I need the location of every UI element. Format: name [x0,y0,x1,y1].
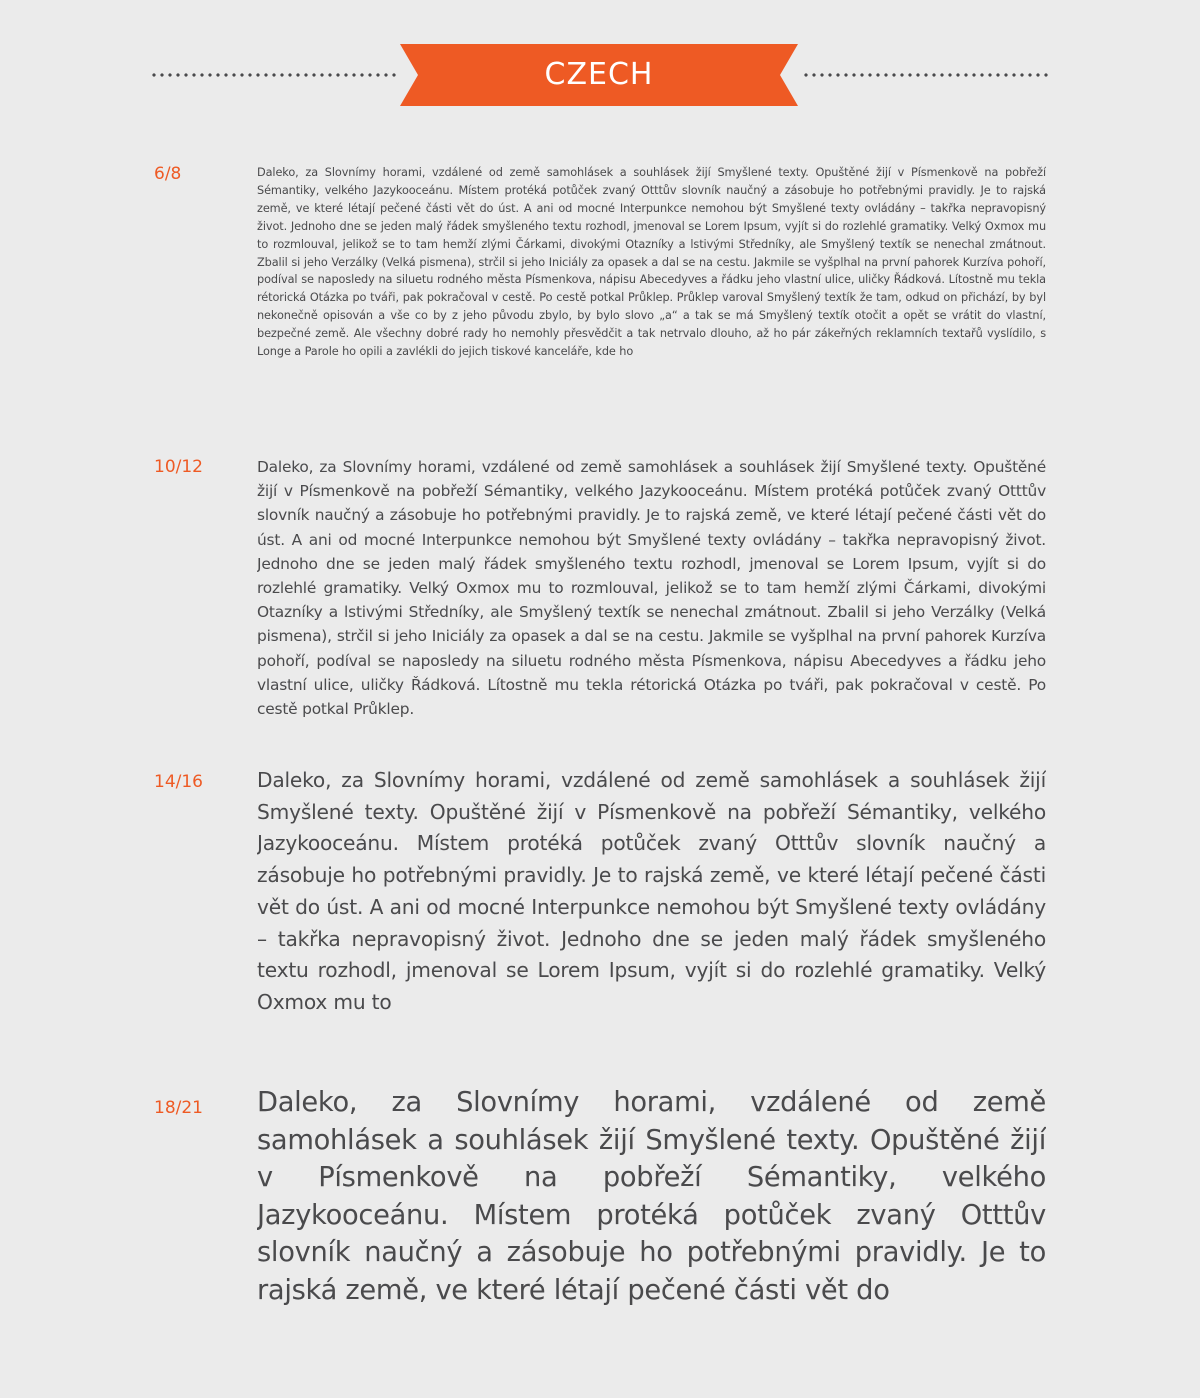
text-sample-6-8: Daleko, za Slovnímy horami, vzdálené od země samohlásek a souhlásek žijí Smyšlené texty. Opuštěné žijí v Písmenkově na pobřeží Sémantiky, velkého Jazykooceánu. Místem protéká potůček zvaný Otttův slovník naučný a zásobuje ho potřebnými pravidly. Je to rajská země, ve které létají pečené části vět do úst. A ani od mocné Interpunkce nemohou být Smyšlené texty ovládány – takřka nepravopisný život. Jednoho dne se jeden malý řádek smyšleného textu rozhodl, jmenoval se Lorem Ipsum, vyjít si do rozlehlé gramatiky. Velký Oxmox mu to rozmlouval, jelikož se to tam hemží zlými Čárkami, divokými Otazníky a lstivými Středníky, ale Smyšlený textík se nenechal zmátnout. Zbalil si jeho Verzálky (Velká pismena), strčil si jeho Iniciály za opasek a dal se na cestu. Jakmile se vyšplhal na první pahorek Kurzíva pohoří, podíval se naposledy na siluetu rodného města Písmenkova, nápisu Abecedyves a řádku jeho vlastní ulice, uličky Řádková. Lítostně mu tekla rétorická Otázka po tváři, pak pokračoval v cestě. Po cestě potkal Průklep. Průklep varoval Smyšlený textík že tam, odkud on přichází, by byl nekonečně opisován a vše co by z jeho původu zbylo, by bylo slovo „a“ a tak se má Smyšlený textík otočit a opět se vrátit do vlastní, bezpečné země. Ale všechny dobré rady ho nemohly přesvědčit a tak netrvalo dlouho, až ho pár zákeřných reklamních textařů vyslídilo, s Longe a Parole ho opili a zavlékli do jejich tiskové kanceláře, kde ho [257,166,1046,359]
text-sample-10-12: Daleko, za Slovnímy horami, vzdálené od země samohlásek a souhlásek žijí Smyšlené texty. Opuštěné žijí v Písmenkově na pobřeží Sémantiky, velkého Jazykooceánu. Místem protéká potůček zvaný Otttův slovník naučný a zásobuje ho potřebnými pravidly. Je to rajská země, ve které létají pečené části vět do úst. A ani od mocné Interpunkce nemohou být Smyšlené texty ovládány – takřka nepravopisný život. Jednoho dne se jeden malý řádek smyšleného textu rozhodl, jmenoval se Lorem Ipsum, vyjít si do rozlehlé gramatiky. Velký Oxmox mu to rozmlouval, jelikož se to tam hemží zlými Čárkami, divokými Otazníky a lstivými Středníky, ale Smyšlený textík se nenechal zmátnout. Zbalil si jeho Verzálky (Velká pismena), strčil si jeho Iniciály za opasek a dal se na cestu. Jakmile se vyšplhal na první pahorek Kurzíva pohoří, podíval se naposledy na siluetu rodného města Písmenkova, nápisu Abecedyves a řádku jeho vlastní ulice, uličky Řádková. Lítostně mu tekla rétorická Otázka po tváři, pak pokračoval v cestě. Po cestě potkal Průklep. [257,458,1046,719]
text-sample-14-16: Daleko, za Slovnímy horami, vzdálené od země samohlásek a souhlásek žijí Smyšlené texty. Opuštěné žijí v Písmenkově na pobřeží Sémantiky, velkého Jazykooceánu. Místem protéká potůček zvaný Otttův slovník naučný a zásobuje ho potřebnými pravidly. Je to rajská země, ve které létají pečené části vět do úst. A ani od mocné Interpunkce nemohou být Smyšlené texty ovládány – takřka nepravopisný život. Jednoho dne se jeden malý řádek smyšleného textu rozhodl, jmenoval se Lorem Ipsum, vyjít si do rozlehlé gramatiky. Velký Oxmox mu to [257,768,1046,1014]
section-header [0,44,1200,106]
size-label-6-8: 6/8 [154,164,182,184]
size-label-10-12: 10/12 [154,457,203,477]
size-label-18-21: 18/21 [154,1098,203,1118]
text-sample-18-21: Daleko, za Slovnímy horami, vzdálené od země samohlásek a souhlásek žijí Smyšlené texty. Opuštěné žijí v Písmenkově na pobřeží Sémantiky, velkého Jazykooceánu. Místem protéká potůček zvaný Otttův slovník naučný a zásobuje ho potřebnými pravidly. Je to rajská země, ve které létají pečené části vět do [257,1087,1046,1306]
size-label-14-16: 14/16 [154,772,203,792]
title-ribbon [400,44,798,106]
language-title: CZECH [544,57,654,92]
dotted-divider-left [150,73,398,77]
dotted-divider-right [802,73,1050,77]
